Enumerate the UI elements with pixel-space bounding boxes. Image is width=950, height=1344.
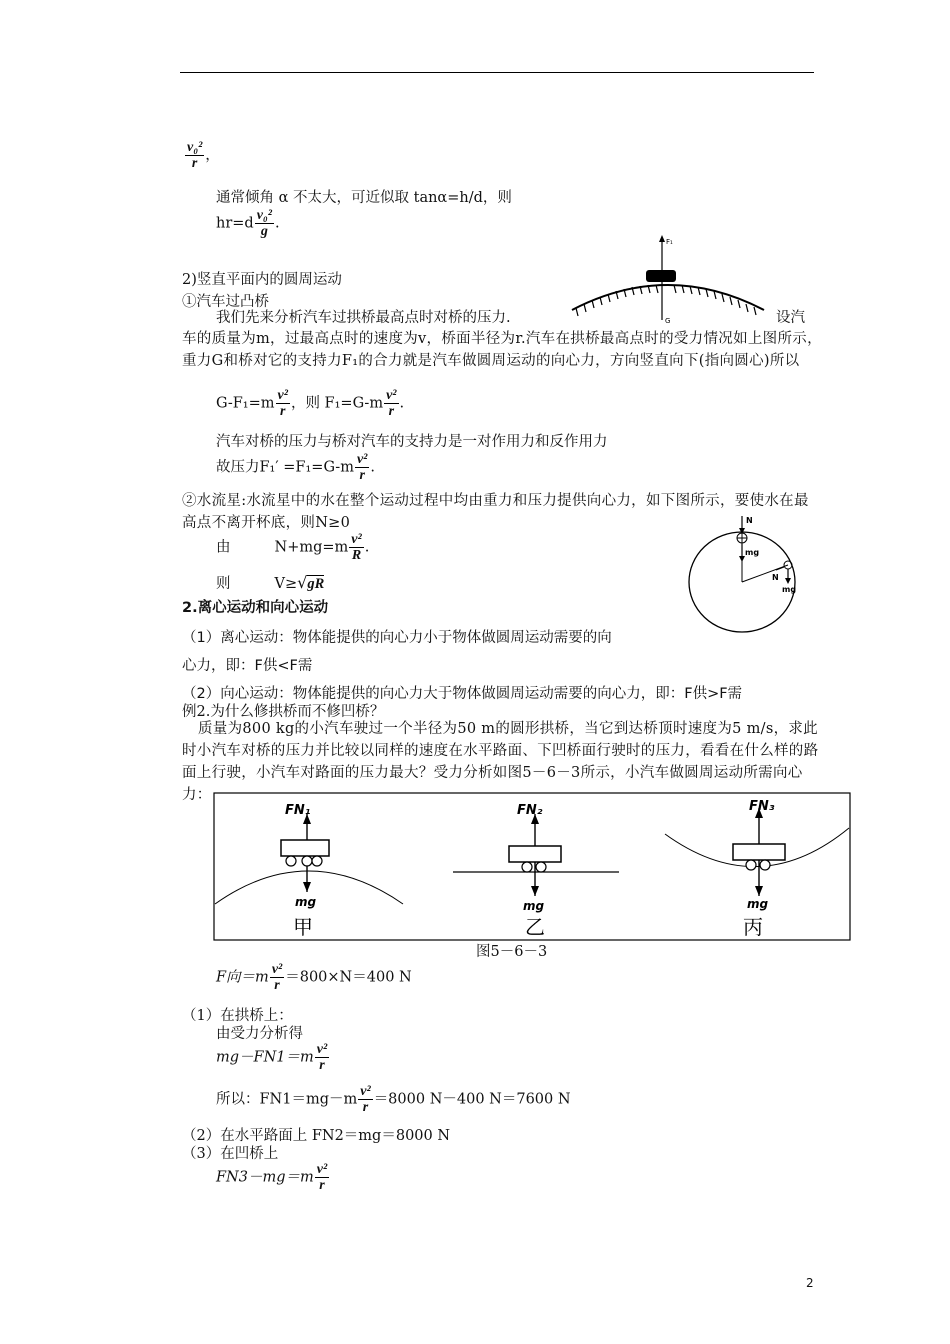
formula-eq8: FN3－mg＝m $\frac{\text{v²}}{r}$ xyxy=(216,1162,328,1193)
svg-text:FN₃: FN₃ xyxy=(749,799,775,814)
header-rule xyxy=(180,72,814,73)
centrifugal-text-1b: 心力，即：F供<F需 xyxy=(182,658,313,674)
formula-eq7: 所以：FN1＝mg－m $\frac{\text{v²}}{r}$ ＝8000 N－400 N＝7600 N xyxy=(216,1084,571,1115)
bridge-text-1b: 设汽 xyxy=(776,310,805,326)
section-convex-bridge: ①汽车过凸桥 xyxy=(182,294,269,310)
step1-title: （1）在拱桥上： xyxy=(182,1008,293,1024)
bridge-F1-label: F₁ xyxy=(666,238,673,246)
page-number: 2 xyxy=(806,1276,814,1290)
figure-5-6-3 xyxy=(213,792,851,942)
step1-subtitle: 由受力分析得 xyxy=(216,1026,303,1042)
svg-text:mg: mg xyxy=(523,899,545,913)
formula-eq3: 由 N+mg=m $\frac{\text{v²}}{R}$ . xyxy=(216,532,370,563)
bridge-G-label: G xyxy=(665,317,671,324)
svg-text:mg: mg xyxy=(747,897,769,911)
tilt-angle-text: 通常倾角 α 不太大，可近似取 tanα=h/d，则 xyxy=(216,190,512,206)
water-N-side: N xyxy=(772,573,779,582)
formula-eq4: 则 V≥√gR xyxy=(216,573,325,592)
convex-bridge-figure xyxy=(570,232,766,324)
formula-eq5: F向＝m $\frac{\text{v²}}{r}$ ＝800×N＝400 N xyxy=(216,962,412,993)
example2-title: 例2.为什么修拱桥而不修凹桥？ xyxy=(182,704,385,720)
formula-eq2: 故压力F₁′ =F₁=G-m $\frac{\text{v²}}{r}$ . xyxy=(216,452,375,483)
water-mg-side: mg xyxy=(782,585,797,594)
svg-text:FN₂: FN₂ xyxy=(517,803,543,818)
svg-text:FN₁: FN₁ xyxy=(285,803,311,818)
bridge-text-2: 车的质量为m，过最高点时的速度为v，桥面半径为r.汽车在拱桥最高点时的受力情况如上图所示，重力G和桥对它的支持力F₁的合力就是汽车做圆周运动的向心力，方向竖直向下(指向圆心)所以 xyxy=(182,331,822,369)
svg-text:甲: 甲 xyxy=(293,915,313,939)
reaction-force-text: 汽车对桥的压力与桥对汽车的支持力是一对作用力和反作用力 xyxy=(216,434,608,450)
panel-concave xyxy=(665,799,849,939)
svg-text:丙: 丙 xyxy=(743,915,763,939)
formula-eq6: mg－FN1＝m $\frac{\text{v²}}{r}$ xyxy=(216,1042,328,1073)
section-centrifugal: 2.离心运动和向心运动 xyxy=(182,600,329,616)
formula-eq1: G-F₁=m $\frac{\text{v²}}{r}$ ，则 F₁=G-m $\frac{\text{v²}}{r}$ . xyxy=(216,388,405,419)
step2-text: （2）在水平路面上 FN2＝mg＝8000 N xyxy=(182,1128,451,1144)
water-N-top: N xyxy=(746,516,753,525)
section-vertical-circle: 2)竖直平面内的圆周运动 xyxy=(182,272,342,288)
panel-flat xyxy=(453,803,619,939)
centripetal-text-2: （2）向心运动：物体能提供的向心力大于物体做圆周运动需要的向心力，即：F供>F需 xyxy=(182,686,743,702)
figure-caption: 图5－6－3 xyxy=(476,944,548,960)
example2-text: 质量为800 kg的小汽车驶过一个半径为50 m的圆形拱桥，当它到达桥顶时速度为5 m/s，求此时小汽车对桥的压力并比较以同样的速度在水平路面、下凹桥面行驶时的压力，看看在什么样的路面上行驶，小汽车对路面的压力最大？受力分析如图5－6－3所示，小汽车做圆周运动所需向心力： xyxy=(182,721,819,803)
bridge-text-1: 我们先来分析汽车过拱桥最高点时对桥的压力. xyxy=(216,310,511,326)
water-mg-top: mg xyxy=(745,548,760,557)
centrifugal-text-1: （1）离心运动：物体能提供的向心力小于物体做圆周运动需要的向 xyxy=(182,630,612,646)
formula-hr: hr=d $\frac{\text{v₀²}}{g}$ . xyxy=(216,208,280,239)
svg-text:mg: mg xyxy=(295,895,317,909)
svg-text:乙: 乙 xyxy=(525,915,545,939)
water-star-figure xyxy=(686,510,816,635)
panel-convex xyxy=(215,803,403,939)
car-icon xyxy=(646,270,676,282)
step3-title: （3）在凹桥上 xyxy=(182,1146,279,1162)
formula-v0-over-r: $\frac{\text{v₀²}}{r}$ ， xyxy=(187,140,220,171)
water-star-text: ②水流星:水流星中的水在整个运动过程中均由重力和压力提供向心力，如下图所示，要使水在最高点不离开杯底，则N≥0 xyxy=(182,493,809,531)
